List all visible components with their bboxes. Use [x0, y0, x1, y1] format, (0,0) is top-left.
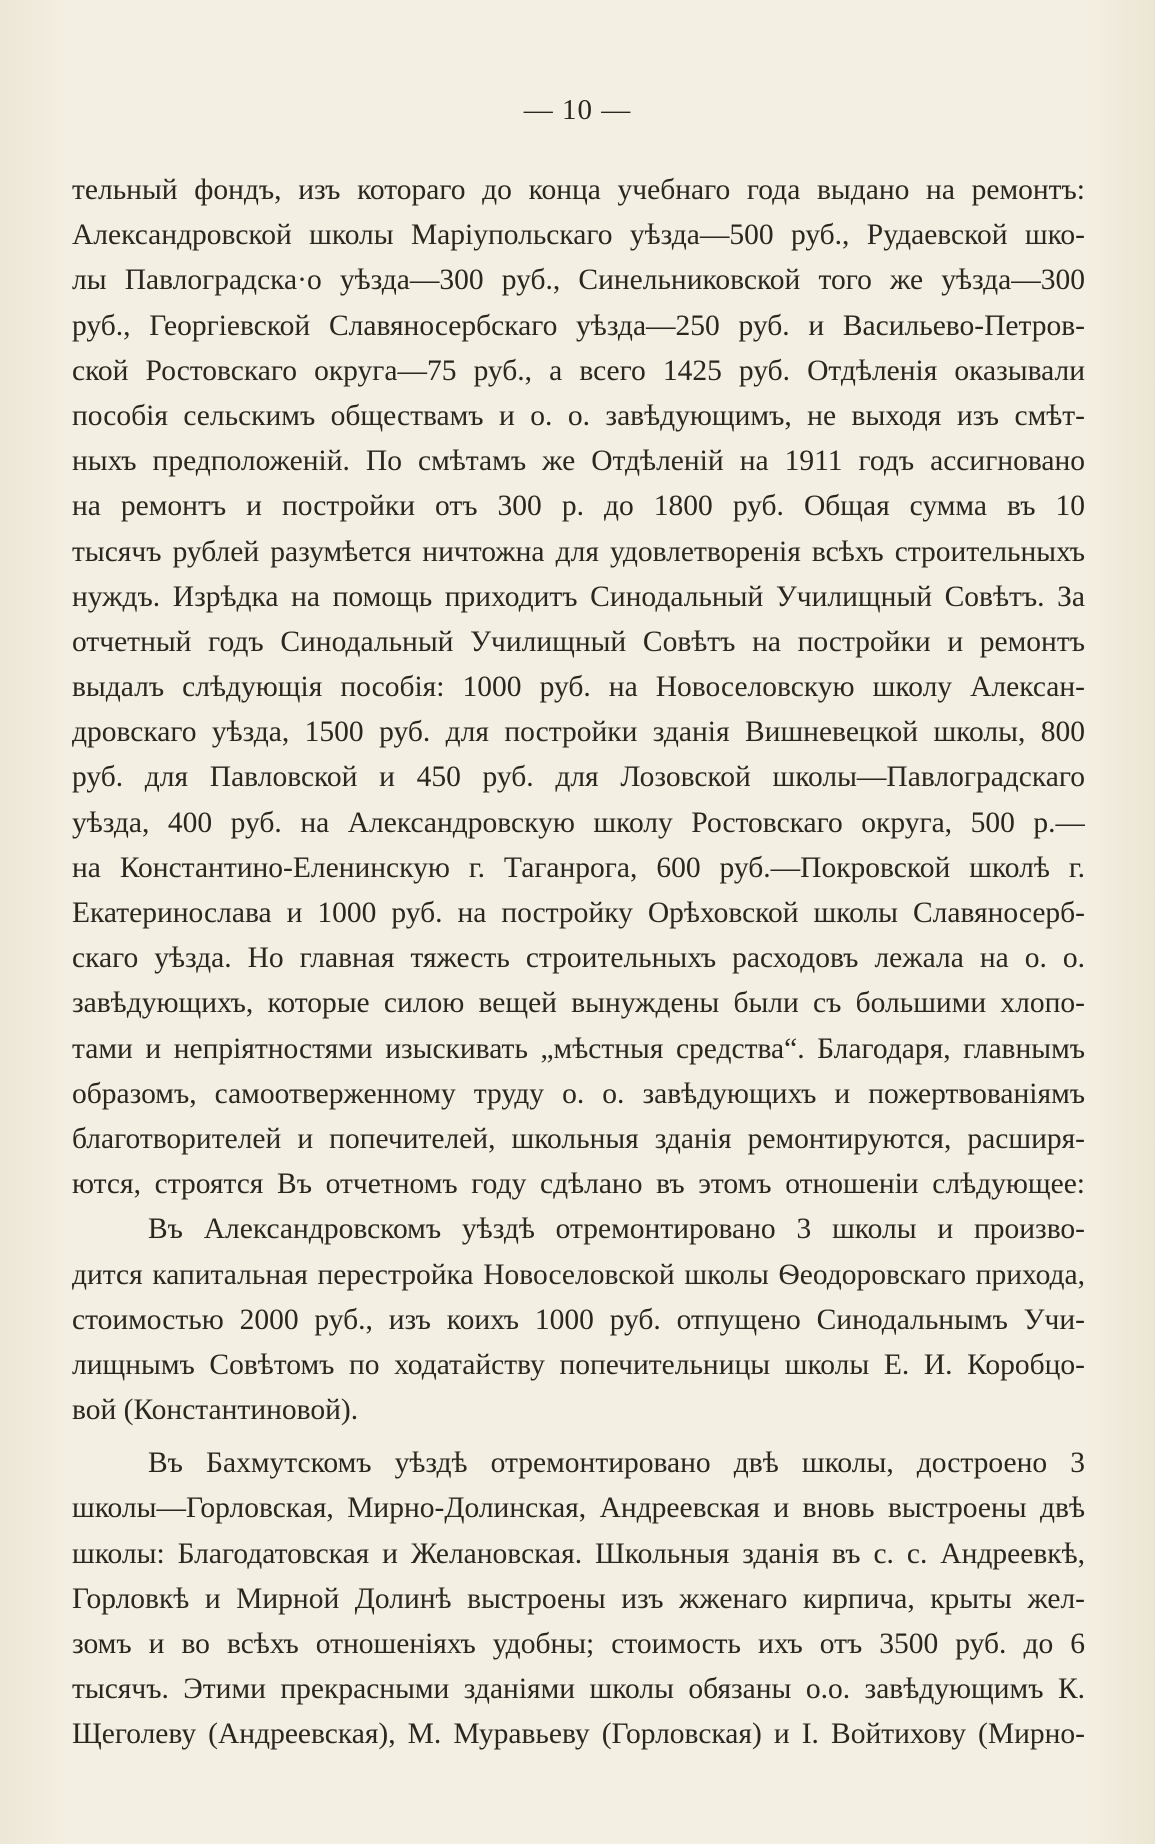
page-number: — 10 —	[523, 94, 632, 126]
text-line: Екатеринослава и 1000 руб. на постройку Орѣховской школы Славяносерб-	[72, 897, 1085, 929]
text-line: школы—Горловская, Мирно-Долинская, Андреевская и вновь выстроены двѣ	[72, 1492, 1085, 1525]
text-line: нуждъ. Изрѣдка на помощь приходитъ Синодальный Училищный Совѣтъ. За	[72, 580, 1085, 613]
text-line: благотворителей и попечителей, школьныя зданія ремонтируются, расширя-	[72, 1122, 1085, 1155]
text-line: зомъ и во всѣхъ отношеніяхъ удобны; стоимость ихъ отъ 3500 руб. до 6	[72, 1628, 1085, 1660]
text-line: Горловкѣ и Мирной Долинѣ выстроены изъ жженаго кирпича, крыты жел-	[72, 1582, 1085, 1615]
text-line: завѣдующихъ, которые силою вещей вынуждены были съ большими хлопо-	[72, 987, 1085, 1020]
text-line: Щеголеву (Андреевская), М. Муравьеву (Горловская) и І. Войтихову (Мирно-	[72, 1718, 1085, 1751]
paragraph-gap	[72, 1433, 1085, 1441]
text-line: руб. для Павловской и 450 руб. для Лозовской школы—Павлоградскаго	[72, 761, 1085, 794]
text-line: скаго уѣзда. Но главная тяжесть строительныхъ расходовъ лежала на о. о.	[72, 942, 1085, 975]
text-line: ныхъ предположеній. По смѣтамъ же Отдѣленій на 1911 годъ ассигновано	[72, 445, 1085, 478]
text-line: лы Павлоградска·о уѣзда—300 руб., Синельниковской того же уѣзда—300	[72, 264, 1085, 297]
text-line: дится капитальная перестройка Новоселовской школы Ѳеодоровскаго прихода,	[72, 1258, 1085, 1291]
text-line: тысячъ. Этими прекрасными зданіями школы обязаны о.о. завѣдующимъ К.	[72, 1673, 1085, 1706]
text-line: на ремонтъ и постройки отъ 300 р. до 1800 руб. Общая сумма въ 10	[72, 490, 1085, 523]
text-line: ются, строятся Въ отчетномъ году сдѣлано въ этомъ отношеніи слѣдующее:	[72, 1168, 1085, 1201]
text-line: лищнымъ Совѣтомъ по ходатайству попечительницы школы Е. И. Коробцо-	[72, 1348, 1085, 1381]
text-line: образомъ, самоотверженному труду о. о. завѣдующихъ и пожертвованіямъ	[72, 1077, 1085, 1110]
text-line: вой (Константиновой).	[72, 1394, 359, 1427]
text-line: руб., Георгіевской Славяносербскаго уѣзда—250 руб. и Васильево-Петров-	[72, 309, 1085, 342]
text-line: пособія сельскимъ обществамъ и о. о. завѣдующимъ, не выходя изъ смѣт-	[72, 399, 1085, 432]
text-line: школы: Благодатовская и Желановская. Школьныя зданія въ с. с. Андреевкѣ,	[72, 1537, 1085, 1570]
text-line: отчетный годъ Синодальный Училищный Совѣтъ на постройки и ремонтъ	[72, 625, 1085, 658]
text-line: стоимостью 2000 руб., изъ коихъ 1000 руб. отпущено Синодальнымъ Учи-	[72, 1303, 1085, 1336]
text-line: на Константино-Еленинскую г. Таганрога, 600 руб.—Покровской школѣ г.	[72, 851, 1085, 884]
text-line: Въ Бахмутскомъ уѣздѣ отремонтировано двѣ школы, достроено 3	[148, 1447, 1085, 1480]
text-line: выдалъ слѣдующія пособія: 1000 руб. на Новоселовскую школу Алексан-	[72, 671, 1085, 704]
text-line: тами и непріятностями изыскивать „мѣстныя средства“. Благодаря, главнымъ	[72, 1032, 1085, 1065]
text-line: тысячъ рублей разумѣется ничтожна для удовлетворенія всѣхъ строительныхъ	[72, 535, 1085, 568]
text-line: Александровской школы Маріупольскаго уѣзда—500 руб., Рудаевской шко-	[72, 219, 1085, 252]
text-line: ской Ростовскаго округа—75 руб., а всего 1425 руб. Отдѣленія оказывали	[72, 354, 1085, 387]
text-line: тельный фондъ, изъ котораго до конца учебнаго года выдано на ремонтъ:	[72, 174, 1085, 206]
text-line: уѣзда, 400 руб. на Александровскую школу Ростовскаго округа, 500 р.—	[72, 806, 1085, 839]
text-line: дровскаго уѣзда, 1500 руб. для постройки зданія Вишневецкой школы, 800	[72, 716, 1085, 749]
text-line: Въ Александровскомъ уѣздѣ отремонтировано 3 школы и произво-	[148, 1213, 1085, 1246]
body-text	[72, 168, 1085, 1758]
